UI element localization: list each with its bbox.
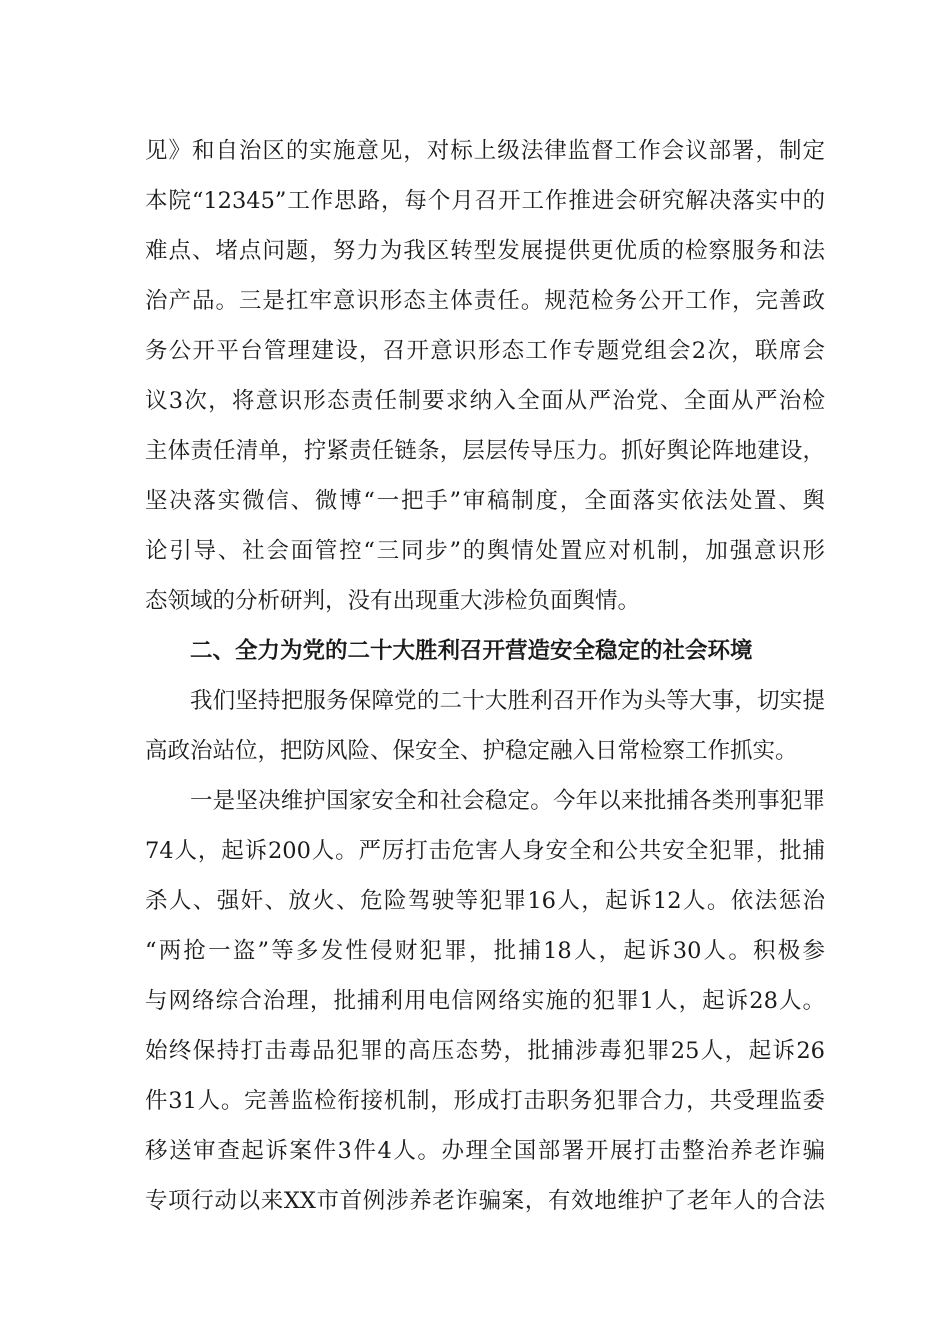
text-line: 论引导、社会面管控“三同步”的舆情处置应对机制，加强意识形 <box>145 538 825 564</box>
text-line: 74人，起诉200人。严厉打击危害人身安全和公共安全犯罪，批捕 <box>145 838 825 864</box>
text-line: 与网络综合治理，批捕利用电信网络实施的犯罪1人，起诉28人。 <box>145 988 825 1014</box>
text-line: 移送审查起诉案件3件4人。办理全国部署开展打击整治养老诈骗 <box>145 1138 825 1164</box>
section-heading: 二、全力为党的二十大胜利召开营造安全稳定的社会环境 <box>190 638 753 664</box>
text-line: 专项行动以来XX市首例涉养老诈骗案，有效地维护了老年人的合法 <box>145 1188 825 1214</box>
text-line: 件31人。完善监检衔接机制，形成打击职务犯罪合力，共受理监委 <box>145 1088 825 1114</box>
text-line: 高政治站位，把防风险、保安全、护稳定融入日常检察工作抓实。 <box>145 738 798 764</box>
text-line: 治产品。三是扛牢意识形态主体责任。规范检务公开工作，完善政 <box>145 288 825 314</box>
text-line: 态领域的分析研判，没有出现重大涉检负面舆情。 <box>145 588 641 614</box>
text-line: 务公开平台管理建设，召开意识形态工作专题党组会2次，联席会 <box>145 338 825 364</box>
text-line: 难点、堵点问题，努力为我区转型发展提供更优质的检察服务和法 <box>145 238 825 264</box>
text-line: 本院“12345”工作思路，每个月召开工作推进会研究解决落实中的 <box>145 188 825 214</box>
text-line: 坚决落实微信、微博“一把手”审稿制度，全面落实依法处置、舆 <box>145 488 825 514</box>
text-line: 始终保持打击毒品犯罪的高压态势，批捕涉毒犯罪25人，起诉26 <box>145 1038 825 1064</box>
text-line: 杀人、强奸、放火、危险驾驶等犯罪16人，起诉12人。依法惩治 <box>145 888 825 914</box>
text-line: “两抢一盗”等多发性侵财犯罪，批捕18人，起诉30人。积极参 <box>145 938 825 964</box>
text-line: 一是坚决维护国家安全和社会稳定。今年以来批捕各类刑事犯罪 <box>190 788 825 814</box>
text-line: 主体责任清单，拧紧责任链条，层层传导压力。抓好舆论阵地建设， <box>145 438 825 464</box>
text-line: 见》和自治区的实施意见，对标上级法律监督工作会议部署，制定 <box>145 138 825 164</box>
text-line: 我们坚持把服务保障党的二十大胜利召开作为头等大事，切实提 <box>190 688 825 714</box>
text-line: 议3次，将意识形态责任制要求纳入全面从严治党、全面从严治检 <box>145 388 825 414</box>
